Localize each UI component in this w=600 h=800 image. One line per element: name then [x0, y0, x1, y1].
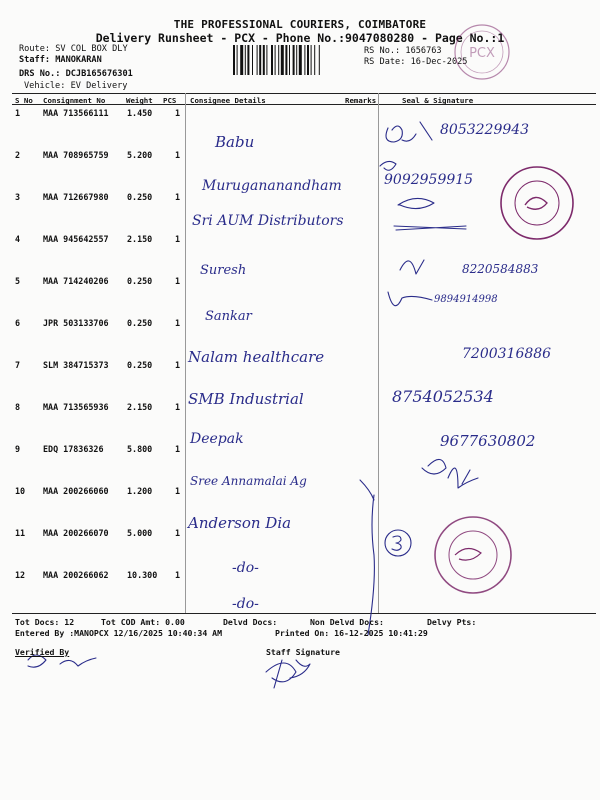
rs-number: RS No.: 1656763: [364, 46, 442, 56]
svg-text:8754052534: 8754052534: [392, 387, 494, 406]
row-pcs: 1: [175, 528, 181, 538]
svg-text:Deepak: Deepak: [190, 431, 244, 447]
row-sno: 1: [15, 108, 21, 118]
col-remarks: Remarks: [345, 96, 377, 105]
verified-by-label: Verified By: [15, 647, 70, 657]
row-weight: 5.000: [127, 528, 153, 538]
row-sno: 9: [15, 444, 21, 454]
staff-label: Staff: MANOKARAN: [19, 55, 102, 65]
row-consignment-no: MAA 712667980: [43, 192, 109, 202]
row-consignment-no: MAA 713565936: [43, 402, 109, 412]
row-consignment-no: MAA 200266070: [43, 528, 109, 538]
entered-by: Entered By :MANOPCX 12/16/2025 10:40:34 AM: [15, 628, 223, 638]
row-consignment-no: MAA 945642557: [43, 234, 109, 244]
row-sno: 10: [15, 486, 26, 496]
svg-text:8220584883: 8220584883: [462, 262, 539, 276]
row-weight: 0.250: [127, 318, 153, 328]
row-consignment-no: EDQ 17836326: [43, 444, 104, 454]
row-weight: 5.200: [127, 150, 153, 160]
printed-on: Printed On: 16-12-2025 10:41:29: [275, 628, 428, 638]
row-consignment-no: MAA 708965759: [43, 150, 109, 160]
row-weight: 2.150: [127, 402, 153, 412]
row-pcs: 1: [175, 276, 181, 286]
row-consignment-no: MAA 200266062: [43, 570, 109, 580]
svg-text:PCX: PCX: [469, 46, 495, 61]
svg-text:7200316886: 7200316886: [462, 346, 552, 362]
vehicle-label: Vehicle: EV Delivery: [24, 81, 128, 91]
row-sno: 2: [15, 150, 21, 160]
row-pcs: 1: [175, 234, 181, 244]
svg-text:9092959915: 9092959915: [384, 172, 474, 188]
col-weight: Weight: [126, 96, 153, 105]
row-pcs: 1: [175, 486, 181, 496]
svg-text:8053229943: 8053229943: [440, 122, 530, 138]
row-sno: 3: [15, 192, 21, 202]
pcx-stamp: [452, 22, 512, 82]
row-weight: 0.250: [127, 276, 153, 286]
row-weight: 1.200: [127, 486, 153, 496]
delivery-points: Delvy Pts:: [427, 617, 477, 627]
svg-text:Suresh: Suresh: [200, 263, 247, 278]
row-weight: 5.800: [127, 444, 153, 454]
barcode-image: [233, 45, 359, 75]
delivered-docs: Delvd Docs:: [223, 617, 278, 627]
col-seal-signature: Seal & Signature: [402, 96, 474, 105]
table-bottom-rule: [12, 613, 596, 614]
row-sno: 5: [15, 276, 21, 286]
row-weight: 1.450: [127, 108, 153, 118]
column-divider: [378, 93, 379, 613]
drs-label: DRS No.: DCJB165676301: [19, 69, 133, 79]
row-sno: 7: [15, 360, 21, 370]
rs-date: RS Date: 16-Dec-2025: [364, 57, 468, 67]
col-consignee: Consignee Details: [190, 96, 266, 105]
non-delivered-docs: Non Delvd Docs:: [310, 617, 384, 627]
row-sno: 4: [15, 234, 21, 244]
svg-text:Nalam healthcare: Nalam healthcare: [188, 348, 325, 366]
total-cod-amount: Tot COD Amt: 0.00: [101, 617, 185, 627]
row-pcs: 1: [175, 150, 181, 160]
row-pcs: 1: [175, 360, 181, 370]
row-pcs: 1: [175, 108, 181, 118]
header-bottom-rule: [12, 104, 596, 105]
row-consignment-no: SLM 384715373: [43, 360, 109, 370]
column-divider: [185, 93, 186, 613]
svg-text:Babu: Babu: [215, 133, 255, 151]
col-consignment: Consignment No: [43, 96, 106, 105]
row-sno: 11: [15, 528, 26, 538]
row-pcs: 1: [175, 444, 181, 454]
row-sno: 8: [15, 402, 21, 412]
svg-text:Sankar: Sankar: [205, 309, 252, 324]
col-pcs: PCS: [163, 96, 177, 105]
row-sno: 6: [15, 318, 21, 328]
document-title: Delivery Runsheet - PCX - Phone No.:9047080280 - Page No.:1: [95, 31, 505, 45]
row-sno: 12: [15, 570, 26, 580]
row-pcs: 1: [175, 402, 181, 412]
row-consignment-no: MAA 714240206: [43, 276, 109, 286]
svg-text:Sree Annamalai Ag: Sree Annamalai Ag: [190, 474, 307, 488]
row-consignment-no: MAA 200266060: [43, 486, 109, 496]
row-pcs: 1: [175, 318, 181, 328]
total-docs: Tot Docs: 12: [15, 617, 75, 627]
row-weight: 10.300: [127, 570, 158, 580]
row-pcs: 1: [175, 192, 181, 202]
svg-text:-do-: -do-: [232, 560, 259, 576]
row-consignment-no: JPR 503133706: [43, 318, 109, 328]
row-weight: 0.250: [127, 192, 153, 202]
row-pcs: 1: [175, 570, 181, 580]
svg-text:SMB Industrial: SMB Industrial: [188, 390, 304, 408]
row-weight: 2.150: [127, 234, 153, 244]
route-label: Route: SV COL BOX DLY: [19, 44, 128, 54]
row-weight: 0.250: [127, 360, 153, 370]
company-title: THE PROFESSIONAL COURIERS, COIMBATORE: [173, 18, 427, 31]
header-top-rule: [12, 93, 596, 94]
svg-text:Murugananandham: Murugananandham: [202, 178, 342, 194]
svg-text:-do-: -do-: [232, 596, 259, 612]
svg-text:9677630802: 9677630802: [440, 432, 536, 450]
staff-signature-label: Staff Signature: [266, 647, 340, 657]
svg-text:9894914998: 9894914998: [434, 294, 498, 305]
svg-text:Sri AUM Distributors: Sri AUM Distributors: [192, 213, 344, 229]
row-consignment-no: MAA 713566111: [43, 108, 109, 118]
svg-text:Anderson Dia: Anderson Dia: [188, 514, 292, 532]
col-sno: S No: [15, 96, 33, 105]
